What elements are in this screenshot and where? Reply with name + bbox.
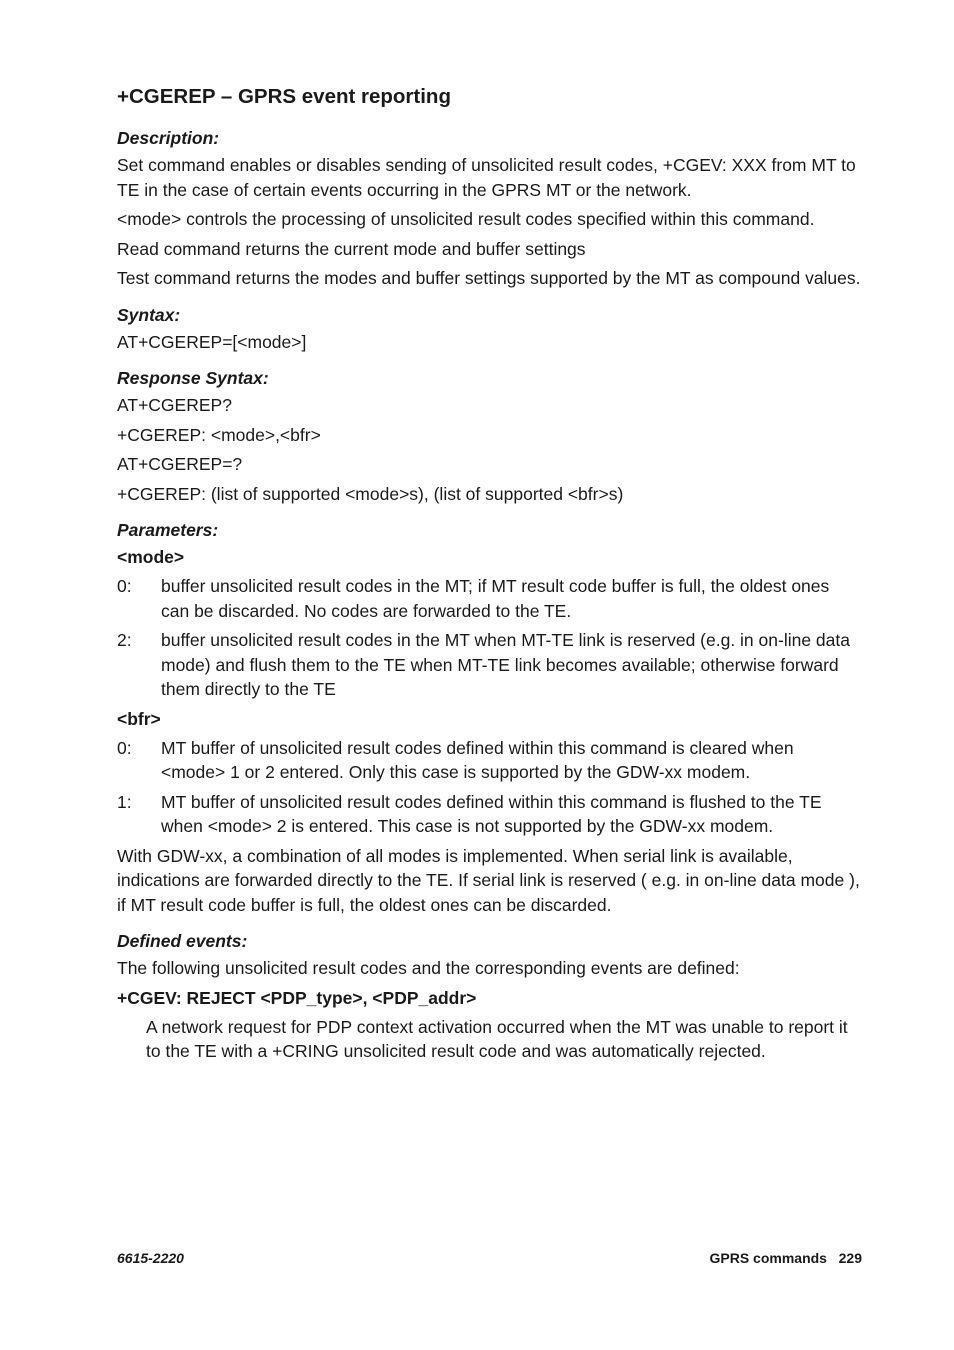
event-description: A network request for PDP context activation occurred when the MT was unable to report it to the TE with a +CRING unsolicited result code and was automatically rejected. — [146, 1016, 848, 1061]
footer-section-page — [709, 1250, 862, 1266]
parameters-heading: Parameters: — [117, 520, 219, 540]
event-label: +CGEV: REJECT <PDP_type>, <PDP_addr> — [117, 987, 477, 1008]
item-text: buffer unsolicited result codes in the MT; if MT result code buffer is full, the oldest ones can be discarded. No codes are forwarded to the TE. — [161, 576, 830, 621]
mode-item — [117, 574, 862, 623]
document-number: 6615-2220 — [117, 1250, 184, 1266]
bfr-item — [117, 736, 862, 785]
response-syntax-line: +CGEREP: <mode>,<bfr> — [117, 424, 321, 445]
implementation-note: With GDW-xx, a combination of all modes is implemented. When serial link is available, indications are forwarded directly to the TE. If serial link is reserved ( e.g. in on-line data mode ), if MT result code buffer is full, the oldest ones can be discarded. — [117, 845, 860, 915]
footer-section: GPRS commands — [709, 1250, 827, 1266]
document-page — [117, 84, 862, 1069]
bfr-item — [117, 790, 862, 839]
defined-events-heading: Defined events: — [117, 931, 248, 951]
description-heading: Description: — [117, 128, 220, 148]
syntax-line: AT+CGEREP=[<mode>] — [117, 331, 307, 352]
defined-events-intro: The following unsolicited result codes and the corresponding events are defined: — [117, 958, 740, 978]
item-number: 0: — [117, 576, 132, 596]
item-number: 1: — [117, 791, 132, 812]
item-number: 2: — [117, 630, 132, 650]
mode-item — [117, 628, 862, 702]
response-syntax-line: AT+CGEREP? — [117, 395, 232, 415]
page-number: 229 — [838, 1250, 862, 1266]
item-text: buffer unsolicited result codes in the MT when MT-TE link is reserved (e.g. in on-line data mode) and flush them to the TE when MT-TE link becomes available; otherwise forward them directly to the TE — [161, 630, 850, 699]
response-syntax-heading: Response Syntax: — [117, 368, 269, 388]
description-paragraph: Read command returns the current mode and buffer settings — [117, 238, 586, 259]
syntax-heading: Syntax: — [117, 304, 181, 325]
item-text: MT buffer of unsolicited result codes defined within this command is flushed to the TE when <mode> 2 is entered. This case is not supported by the GDW-xx modem. — [161, 791, 822, 836]
page-title: +CGEREP – GPRS event reporting — [117, 85, 451, 108]
response-syntax-line: AT+CGEREP=? — [117, 454, 243, 474]
description-paragraph: Set command enables or disables sending of unsolicited result codes, +CGEV: XXX from MT to TE in the case of certain events occurring in the GPRS MT or the network. — [117, 155, 856, 200]
response-syntax-line: +CGEREP: (list of supported <mode>s), (list of supported <bfr>s) — [117, 483, 624, 504]
description-paragraph: <mode> controls the processing of unsolicited result codes specified within this command. — [117, 209, 815, 229]
description-paragraph: Test command returns the modes and buffer settings supported by the MT as compound values. — [117, 268, 861, 288]
bfr-parameter-label: <bfr> — [117, 708, 161, 729]
item-text: MT buffer of unsolicited result codes defined within this command is cleared when <mode> 1 or 2 entered. Only this case is supported by the GDW-xx modem. — [161, 737, 794, 782]
item-number: 0: — [117, 737, 132, 758]
mode-parameter-label: <mode> — [117, 547, 185, 567]
